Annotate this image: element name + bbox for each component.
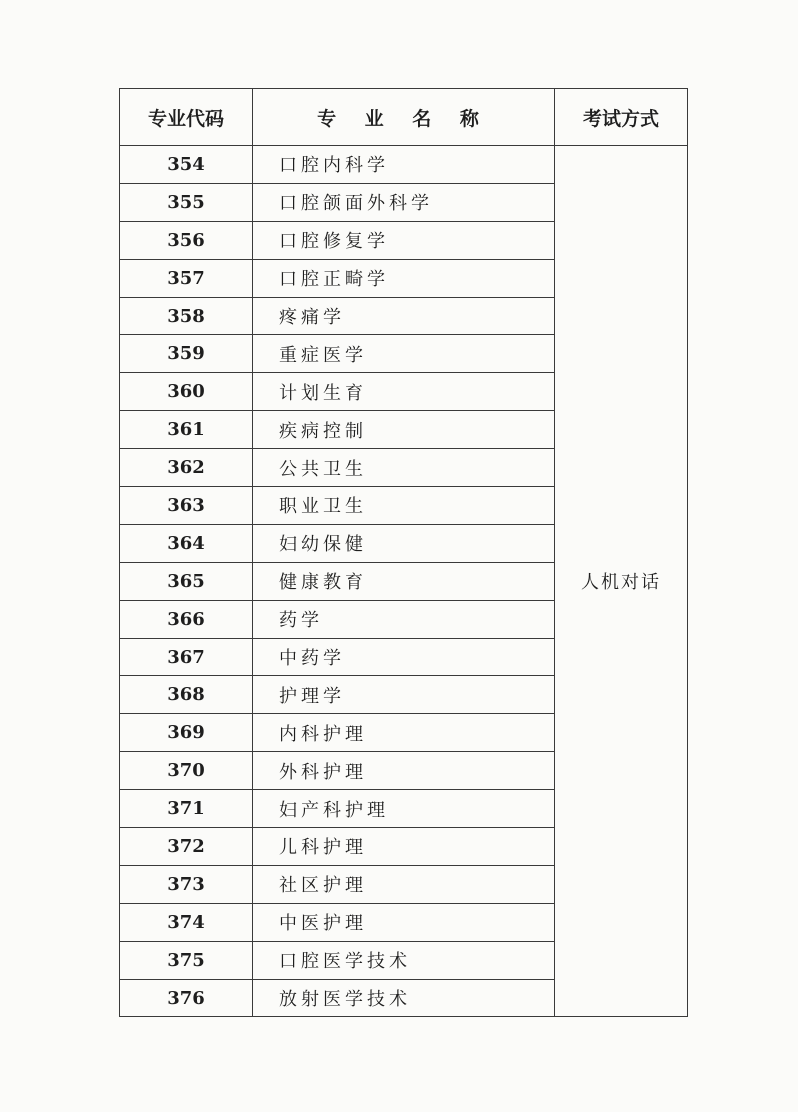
- major-code-cell: 361: [120, 411, 253, 449]
- header-major-code: 专业代码: [120, 89, 253, 146]
- major-name-cell: 内科护理: [253, 714, 555, 752]
- major-name-cell: 重症医学: [253, 335, 555, 373]
- major-code-cell: 370: [120, 752, 253, 790]
- major-name-cell: 口腔正畸学: [253, 259, 555, 297]
- major-code-cell: 360: [120, 373, 253, 411]
- major-code-cell: 369: [120, 714, 253, 752]
- major-name-cell: 口腔医学技术: [253, 941, 555, 979]
- major-code-cell: 372: [120, 828, 253, 866]
- major-code-cell: 365: [120, 562, 253, 600]
- major-name-cell: 外科护理: [253, 752, 555, 790]
- major-name-cell: 职业卫生: [253, 487, 555, 525]
- major-code-cell: 374: [120, 903, 253, 941]
- major-name-cell: 护理学: [253, 676, 555, 714]
- major-name-cell: 放射医学技术: [253, 979, 555, 1017]
- table-body: [120, 146, 688, 1017]
- major-code-cell: 366: [120, 600, 253, 638]
- major-code-cell: 364: [120, 524, 253, 562]
- major-name-cell: 儿科护理: [253, 828, 555, 866]
- major-code-cell: 354: [120, 146, 253, 184]
- major-name-cell: 口腔内科学: [253, 146, 555, 184]
- major-code-cell: 368: [120, 676, 253, 714]
- major-code-cell: 358: [120, 297, 253, 335]
- major-code-cell: 357: [120, 259, 253, 297]
- major-name-cell: 药学: [253, 600, 555, 638]
- major-code-cell: 375: [120, 941, 253, 979]
- major-code-cell: 362: [120, 449, 253, 487]
- major-name-cell: 妇幼保健: [253, 524, 555, 562]
- major-code-cell: 359: [120, 335, 253, 373]
- major-name-cell: 中药学: [253, 638, 555, 676]
- major-code-cell: 355: [120, 183, 253, 221]
- major-name-cell: 公共卫生: [253, 449, 555, 487]
- major-code-cell: 367: [120, 638, 253, 676]
- table-header-row: [120, 89, 688, 146]
- major-name-cell: 计划生育: [253, 373, 555, 411]
- table-row: [120, 146, 688, 184]
- majors-table: [119, 88, 688, 1017]
- major-code-cell: 356: [120, 221, 253, 259]
- major-name-cell: 妇产科护理: [253, 790, 555, 828]
- major-code-cell: 363: [120, 487, 253, 525]
- major-code-cell: 371: [120, 790, 253, 828]
- major-name-cell: 疾病控制: [253, 411, 555, 449]
- major-name-cell: 口腔颌面外科学: [253, 183, 555, 221]
- major-name-cell: 健康教育: [253, 562, 555, 600]
- major-name-cell: 口腔修复学: [253, 221, 555, 259]
- major-name-cell: 中医护理: [253, 903, 555, 941]
- major-name-cell: 社区护理: [253, 865, 555, 903]
- major-name-cell: 疼痛学: [253, 297, 555, 335]
- header-major-name: 专 业 名 称: [253, 89, 555, 146]
- major-code-cell: 376: [120, 979, 253, 1017]
- header-exam-method: 考试方式: [555, 89, 688, 146]
- major-code-cell: 373: [120, 865, 253, 903]
- exam-method-cell: 人机对话: [555, 146, 688, 1017]
